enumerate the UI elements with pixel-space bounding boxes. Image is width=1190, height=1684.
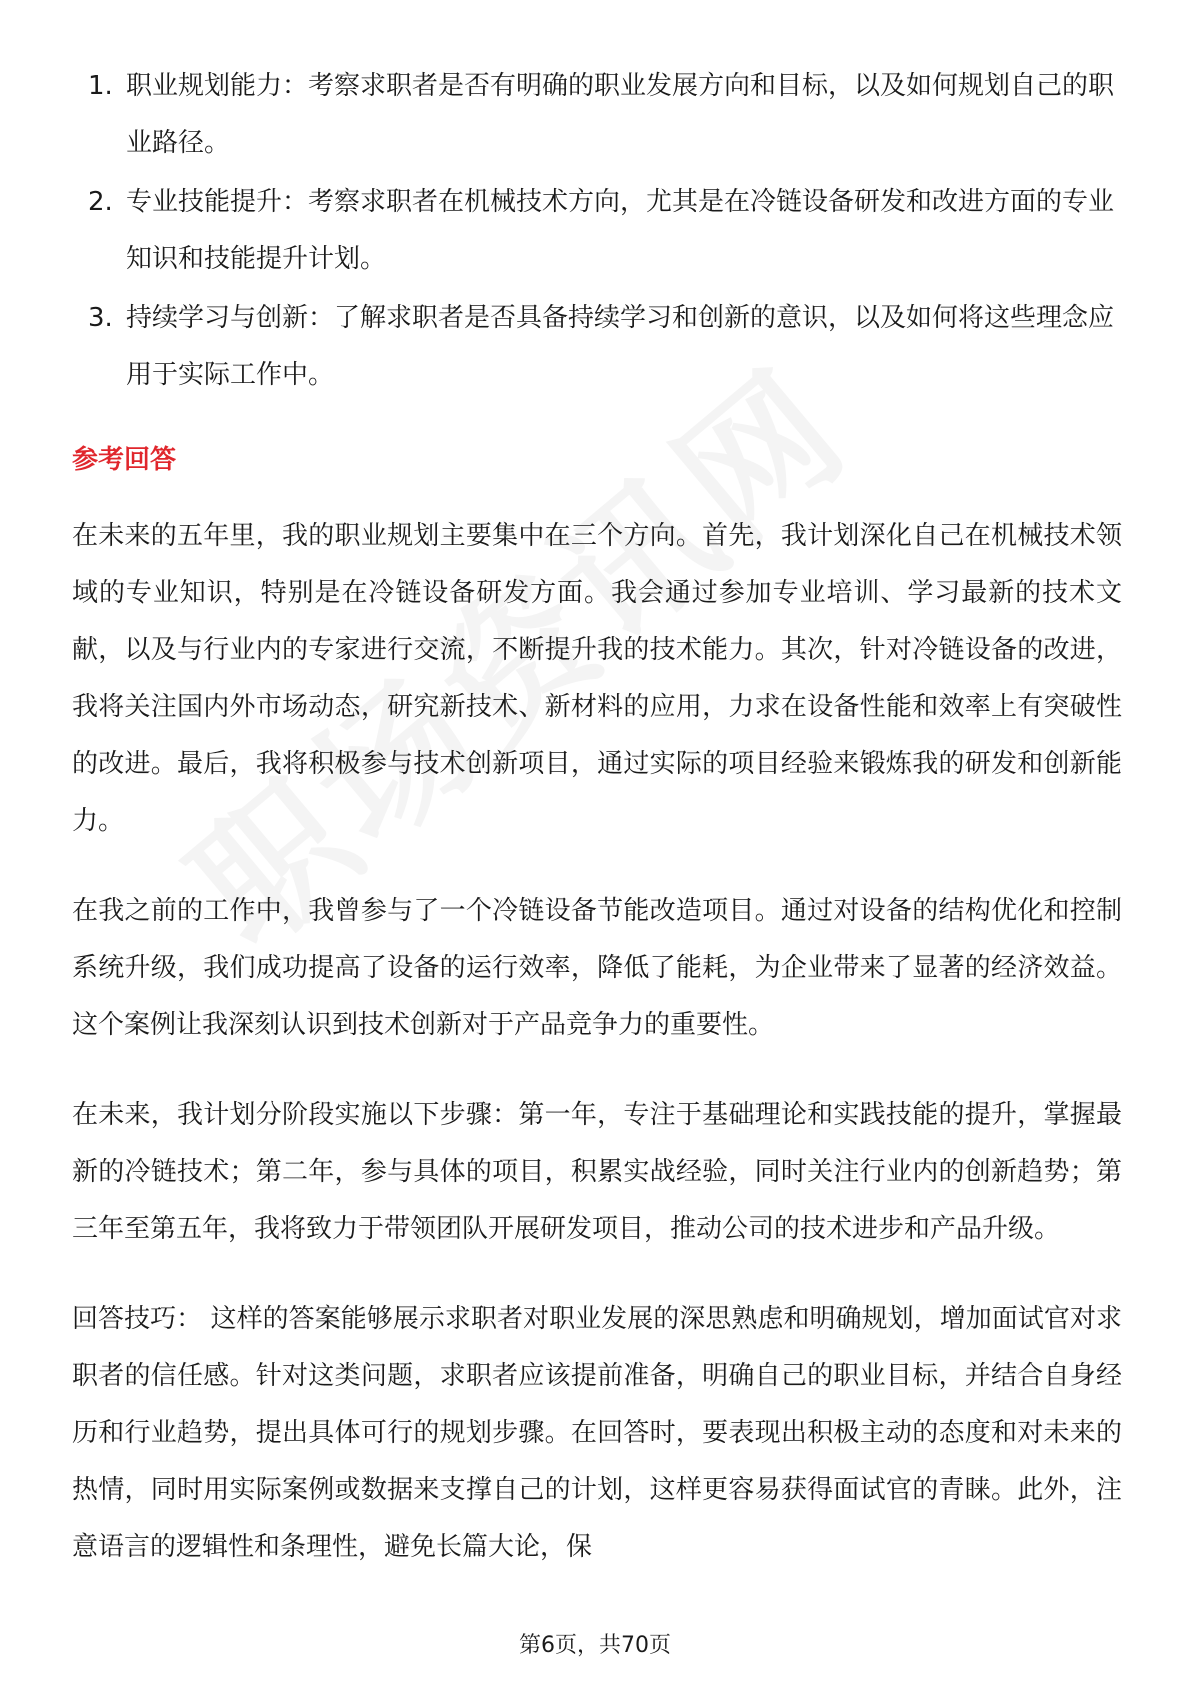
answer-paragraph: 在未来的五年里，我的职业规划主要集中在三个方向。首先，我计划深化自己在机械技术领域的专业知识，特别是在冷链设备研发方面。我会通过参加专业培训、学习最新的技术文献，以及与行业内的专家进行交流，不断提升我的技术能力。其次，针对冷链设备的改进，我将关注国内外市场动态，研究新技术、新材料的应用，力求在设备性能和效率上有突破性的改进。最后，我将积极参与技术创新项目，通过实际的项目经验来锻炼我的研发和创新能力。 bbox=[72, 521, 1122, 836]
criteria-list bbox=[72, 58, 1122, 404]
list-item-text: 持续学习与创新：了解求职者是否具备持续学习和创新的意识，以及如何将这些理念应用于实际工作中。 bbox=[126, 303, 1115, 390]
answer-paragraph: 在我之前的工作中，我曾参与了一个冷链设备节能改造项目。通过对设备的结构优化和控制系统升级，我们成功提高了设备的运行效率，降低了能耗，为企业带来了显著的经济效益。这个案例让我深刻认识到技术创新对于产品竞争力的重要性。 bbox=[72, 896, 1122, 1040]
list-item-text: 职业规划能力：考察求职者是否有明确的职业发展方向和目标，以及如何规划自己的职业路径。 bbox=[126, 71, 1115, 158]
list-item-number: 2. bbox=[88, 187, 113, 217]
document-page bbox=[72, 58, 1122, 1609]
list-item bbox=[72, 58, 1122, 172]
list-item-number: 1. bbox=[88, 71, 113, 101]
list-item-text: 专业技能提升：考察求职者在机械技术方向，尤其是在冷链设备研发和改进方面的专业知识和技能提升计划。 bbox=[126, 187, 1115, 274]
list-item bbox=[72, 174, 1122, 288]
section-title: 参考回答 bbox=[72, 445, 177, 475]
list-item bbox=[72, 290, 1122, 404]
answer-paragraph: 在未来，我计划分阶段实施以下步骤：第一年，专注于基础理论和实践技能的提升，掌握最新的冷链技术；第二年，参与具体的项目，积累实战经验，同时关注行业内的创新趋势；第三年至第五年，我将致力于带领团队开展研发项目，推动公司的技术进步和产品升级。 bbox=[72, 1100, 1122, 1244]
tips-paragraph: 回答技巧： 这样的答案能够展示求职者对职业发展的深思熟虑和明确规划，增加面试官对求职者的信任感。针对这类问题，求职者应该提前准备，明确自己的职业目标，并结合自身经历和行业趋势，提出具体可行的规划步骤。在回答时，要表现出积极主动的态度和对未来的热情，同时用实际案例或数据来支撑自己的计划，这样更容易获得面试官的青睐。此外，注意语言的逻辑性和条理性，避免长篇大论，保 bbox=[72, 1304, 1122, 1562]
page-number: 第6页，共70页 bbox=[519, 1633, 671, 1658]
list-item-number: 3. bbox=[88, 303, 113, 333]
